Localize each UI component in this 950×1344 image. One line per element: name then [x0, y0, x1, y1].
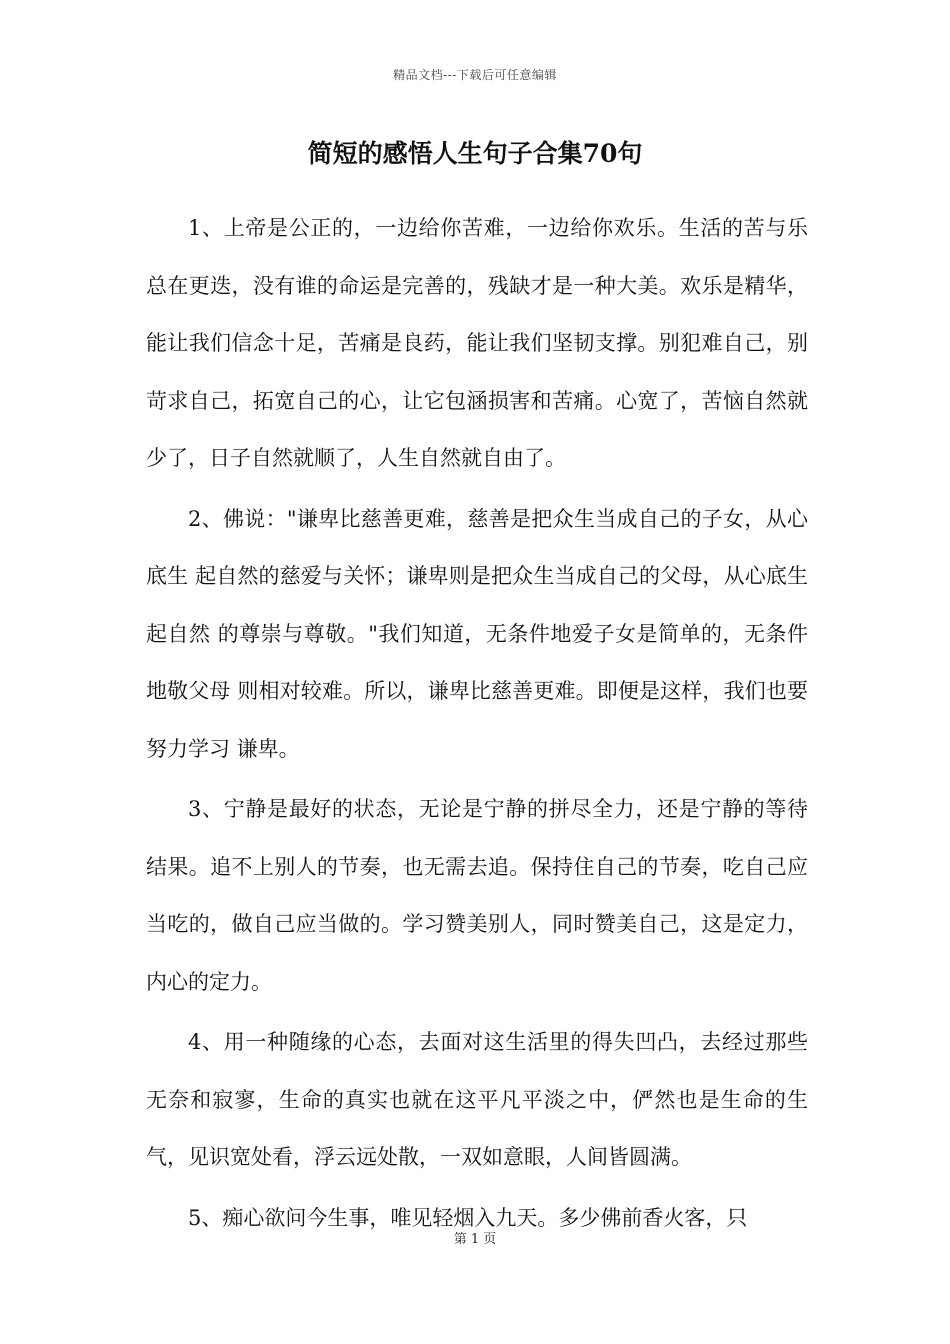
page-number: 第 1 页	[453, 1232, 497, 1247]
paragraph-4: 4、用一种随缘的心态，去面对这生活里的得失凹凸，去经过那些无奈和寂寥，生命的真实也就在这平凡平淡之中，俨然也是生命的生气，见识宽处看，浮云远处散，一双如意眼，人间皆圆满。	[146, 1030, 808, 1169]
paragraph-1: 1、上帝是公正的，一边给你苦难，一边给你欢乐。生活的苦与乐总在更迭，没有谁的命运是完善的，残缺才是一种大美。欢乐是精华，能让我们信念十足，苦痛是良药，能让我们坚韧支撑。别犯难自己，别苛求自己，拓宽自己的心，让它包涵损害和苦痛。心宽了，苦恼自然就少了，日子自然就顺了，人生自然就自由了。	[146, 216, 808, 470]
header-note: 精品文档---下载后可任意编辑	[393, 68, 557, 82]
document-body	[146, 200, 808, 1250]
paragraph-2: 2、佛说："谦卑比慈善更难，慈善是把众生当成自己的子女，从心底生 起自然的慈爱与关怀；谦卑则是把众生当成自己的父母，从心底生起自然 的尊崇与尊敬。"我们知道，无条件地爱子女是简单的，无条件地敬父母 则相对较难。所以，谦卑比慈善更难。即便是这样，我们也要努力学习 谦卑。	[146, 506, 808, 761]
paragraph-3: 3、宁静是最好的状态，无论是宁静的拼尽全力，还是宁静的等待结果。追不上别人的节奏，也无需去追。保持住自己的节奏，吃自己应当吃的，做自己应当做的。学习赞美别人，同时赞美自己，这是定力，内心的定力。	[146, 797, 808, 994]
document-title: 简短的感悟人生句子合集70句	[307, 139, 643, 168]
paragraph-5: 5、痴心欲问今生事，唯见轻烟入九天。多少佛前香火客，只	[188, 1205, 748, 1230]
